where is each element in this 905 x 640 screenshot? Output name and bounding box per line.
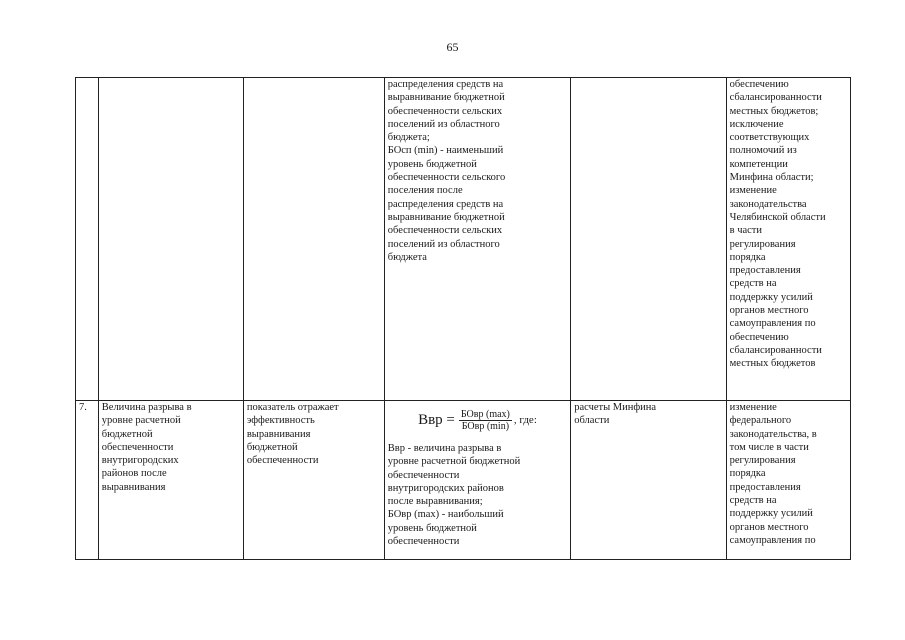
- text-line: распределения средств на: [387, 79, 504, 90]
- text-line: самоуправления по: [729, 534, 816, 546]
- text-line: самоуправления по: [729, 318, 816, 330]
- text-line: обеспеченности: [101, 441, 174, 453]
- formula: [388, 401, 567, 442]
- text-line: бюджета: [387, 251, 427, 263]
- text-line: компетенции: [729, 158, 788, 170]
- text-line: федерального: [729, 415, 792, 427]
- risk-factors-cell: [726, 78, 850, 401]
- text-line: сбалансированности: [729, 344, 822, 356]
- text-line: органов местного: [729, 521, 809, 533]
- text-line: поселений из областного: [387, 238, 500, 250]
- risk-factors-cell: [726, 401, 850, 560]
- row-number-cell: [76, 78, 99, 401]
- text-line: Величина разрыва в: [101, 402, 192, 413]
- text-line: районов после: [101, 468, 167, 480]
- text-line: расчеты Минфина: [574, 402, 657, 413]
- text-line: законодательства: [729, 198, 807, 210]
- text-line: выравнивание бюджетной: [387, 211, 505, 223]
- text-line: поддержку усилий: [729, 291, 813, 303]
- text-line: поддержку усилий: [729, 508, 813, 520]
- text-line: порядка: [729, 251, 766, 263]
- text-line: Челябинской области: [729, 211, 826, 223]
- text-line: исключение: [729, 118, 784, 130]
- text-line: эффективность: [246, 415, 315, 427]
- text-line: бюджетной: [246, 441, 298, 453]
- text-line: изменение: [729, 402, 777, 413]
- text-line: бюджета;: [387, 132, 430, 144]
- table-row: [76, 78, 851, 401]
- text-line: БОвр (max) - наибольший: [387, 509, 504, 521]
- text-line: после выравнивания;: [387, 496, 483, 508]
- text-line: средств на: [729, 495, 777, 507]
- text-line: обеспеченности: [246, 455, 319, 467]
- text-line: обеспечению: [729, 79, 789, 90]
- text-line: в части: [729, 225, 763, 237]
- formula-numerator: БОвр (max): [460, 409, 510, 420]
- text-line: распределения средств на: [387, 198, 504, 210]
- formula-lhs: Ввр =: [418, 411, 455, 428]
- table-row: [76, 401, 851, 560]
- text-line: уровень бюджетной: [387, 522, 477, 534]
- data-source-cell: [571, 401, 726, 560]
- indicator-name-cell: [98, 78, 243, 401]
- text-line: бюджетной: [101, 428, 153, 440]
- calculation-method-cell: [384, 401, 570, 560]
- indicator-description-cell: [243, 78, 384, 401]
- page-number: 65: [446, 40, 459, 54]
- text-line: регулирования: [729, 238, 796, 250]
- text-line: соответствующих: [729, 132, 810, 144]
- text-line: предоставления: [729, 265, 801, 277]
- text-line: порядка: [729, 468, 766, 480]
- text-line: Минфина области;: [729, 172, 814, 184]
- indicator-description-cell: [243, 401, 384, 560]
- text-line: том числе в части: [729, 441, 809, 453]
- text-line: обеспечению: [729, 331, 789, 343]
- text-line: уровне расчетной: [101, 415, 181, 427]
- text-line: внутригородских: [101, 455, 179, 467]
- text-line: обеспеченности: [387, 469, 460, 481]
- text-line: Ввр - величина разрыва в: [387, 443, 502, 454]
- text-line: регулирования: [729, 455, 796, 467]
- indicator-table: [75, 77, 851, 560]
- row-number-cell: 7.: [76, 401, 99, 560]
- data-source-cell: [571, 78, 726, 401]
- text-line: законодательства, в: [729, 428, 817, 440]
- text-line: БОсп (min) - наименьший: [387, 145, 504, 157]
- text-line: местных бюджетов: [729, 358, 816, 370]
- text-line: сбалансированности: [729, 92, 822, 104]
- text-line: выравнивания: [246, 428, 311, 440]
- text-line: уровне расчетной бюджетной: [387, 456, 521, 468]
- text-line: обеспеченности сельских: [387, 105, 503, 117]
- text-line: области: [574, 415, 610, 427]
- indicator-name-cell: [98, 401, 243, 560]
- text-line: обеспеченности сельского: [387, 172, 506, 184]
- text-line: внутригородских районов: [387, 482, 504, 494]
- text-line: изменение: [729, 185, 777, 197]
- text-line: местных бюджетов;: [729, 105, 819, 117]
- text-line: полномочий из: [729, 145, 797, 157]
- text-line: показатель отражает: [246, 402, 339, 413]
- text-line: уровень бюджетной: [387, 158, 477, 170]
- formula-fraction: [459, 409, 512, 432]
- text-line: средств на: [729, 278, 777, 290]
- text-line: поселений из областного: [387, 118, 500, 130]
- text-line: поселения после: [387, 185, 463, 197]
- text-line: выравнивания: [101, 481, 166, 493]
- text-line: обеспеченности сельских: [387, 225, 503, 237]
- text-line: выравнивание бюджетной: [387, 92, 505, 104]
- text-line: предоставления: [729, 481, 801, 493]
- formula-tail: , где:: [513, 413, 537, 426]
- text-line: обеспеченности: [387, 536, 460, 548]
- formula-denominator: БОвр (min): [461, 421, 510, 432]
- text-line: органов местного: [729, 305, 809, 317]
- calculation-method-cell: [384, 78, 570, 401]
